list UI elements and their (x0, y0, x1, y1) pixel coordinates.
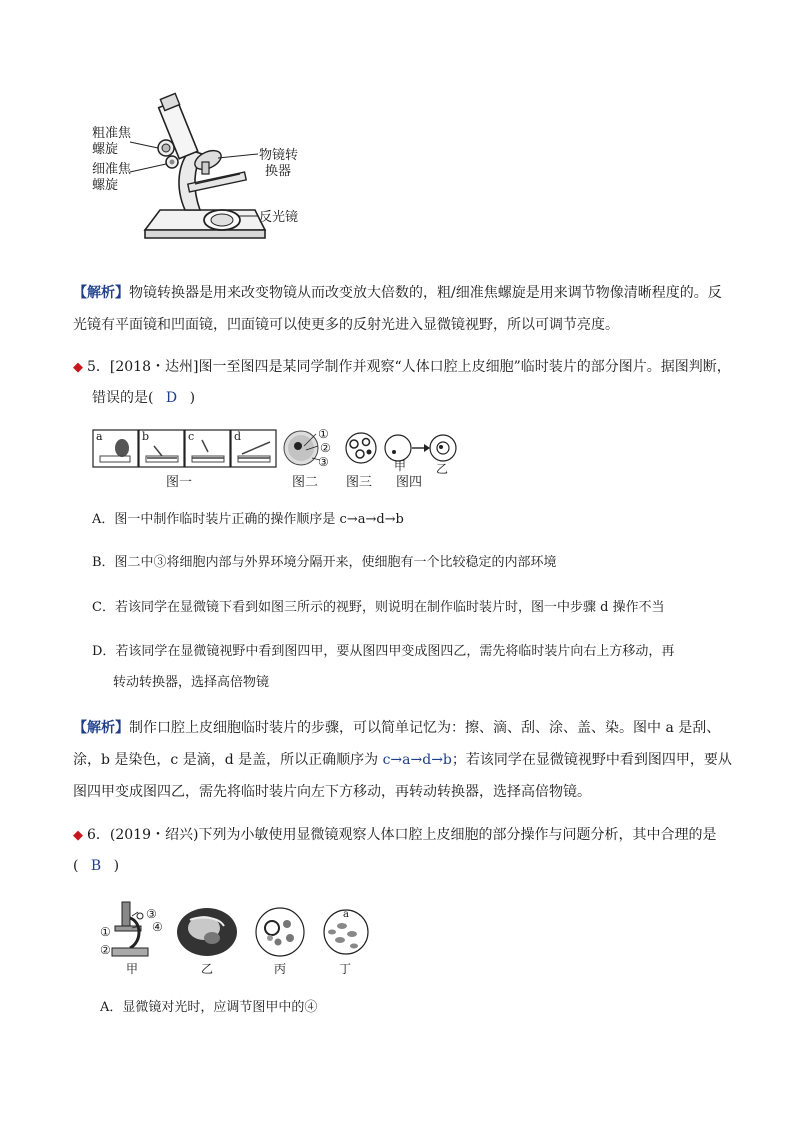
fig1-panel-c: c (188, 430, 195, 443)
coarse-focus-label (92, 126, 131, 158)
question-6-figure-drawing (100, 898, 370, 962)
fig2-marker-3: ③ (318, 455, 329, 469)
question-6-source: 6．(2019・绍兴) (87, 827, 199, 843)
question-6-line2 (73, 855, 119, 877)
question-5-option-a: A．图一中制作临时装片正确的操作顺序是 c→a→d→b (92, 512, 404, 527)
fig-jia-marker-4: ④ (152, 920, 163, 934)
question-5-option-b: B．图二中③将细胞内部与外界环境分隔开来，使细胞有一个比较稳定的内部环境 (92, 555, 557, 570)
analysis-2-line2 (73, 749, 733, 771)
analysis-2-line1 (73, 717, 733, 739)
fig3-caption: 图三 (346, 475, 373, 490)
fine-focus-label-line1: 细准焦 (92, 162, 132, 177)
question-6-text1: 下列为小敏使用显微镜观察人体口腔上皮细胞的部分操作与问题分析，其中合理的是 (198, 827, 717, 843)
fig2-marker-2: ② (320, 441, 331, 455)
question-5-line2 (92, 387, 195, 409)
analysis-2-tag: 【解析】 (73, 720, 129, 736)
mirror-label: 反光镜 (259, 210, 299, 225)
fine-focus-label (92, 162, 131, 194)
fig4-caption: 图四 (396, 475, 423, 490)
question-6-text2-post: ) (113, 858, 120, 874)
analysis-1-text2: 光镜有平面镜和凹面镜，凹面镜可以使更多的反射光进入显微镜视野，所以可调节亮度。 (73, 317, 619, 333)
fig1-panel-d: d (234, 430, 242, 443)
question-5-text1: 图一至图四是某同学制作并观察“人体口腔上皮细胞”临时装片的部分图片。据图判断， (198, 359, 731, 375)
analysis-2-text2a: 涂，b 是染色，c 是滴，d 是盖，所以正确顺序为 (73, 752, 383, 768)
analysis-2-sequence: c→a→d→b (382, 752, 452, 768)
diamond-bullet-icon: ◆ (73, 828, 83, 843)
turret-label-line2: 换器 (265, 164, 292, 179)
question-5-text2-post: ) (189, 390, 196, 406)
analysis-2-text2b: ；若该同学在显微镜视野中看到图四甲，要从 (451, 752, 732, 768)
turret-label-line1: 物镜转 (259, 148, 299, 163)
fig4-label-jia: 甲 (394, 459, 407, 473)
analysis-2-line3 (73, 781, 733, 803)
question-5-option-c: C．若该同学在显微镜下看到如图三所示的视野，则说明在制作临时装片时，图一中步骤 d 操作不当 (92, 600, 665, 615)
question-6-line1 (73, 824, 716, 847)
analysis-1-text1: 物镜转换器是用来改变物镜从而改变放大倍数的，粗/细准焦螺旋是用来调节物像清晰程度的。反 (129, 285, 722, 301)
fig1-caption: 图一 (166, 475, 193, 490)
fig-jia-marker-1: ① (100, 925, 111, 939)
diamond-bullet-icon: ◆ (73, 360, 83, 375)
question-6-answer: B (90, 858, 102, 874)
fig-bing-caption: 丙 (274, 962, 287, 976)
analysis-2-text1: 制作口腔上皮细胞临时装片的步骤，可以简单记忆为：擦、滴、刮、涂、盖、染。图中 a 是刮、 (129, 720, 721, 736)
fig1-panel-b: b (142, 430, 150, 443)
analysis-2-text3: 图四甲变成图四乙，需先将临时装片向左下方移动，再转动转换器，选择高倍物镜。 (73, 784, 591, 800)
analysis-1-line2 (73, 314, 733, 336)
fig2-caption: 图二 (292, 475, 319, 490)
question-5-source: 5．[2018・达州] (87, 359, 199, 375)
analysis-1-line1 (73, 282, 733, 304)
analysis-1-tag: 【解析】 (73, 285, 129, 301)
fig2-marker-1: ① (318, 427, 329, 441)
fig1-panel-a: a (96, 430, 103, 443)
question-5-text2-pre: 错误的是( (92, 390, 154, 406)
question-5-option-d-line1: D．若该同学在显微镜视野中看到图四甲，要从图四甲变成图四乙，需先将临时装片向右上方移动，再 (92, 644, 675, 659)
question-6-text2-pre: ( (73, 858, 79, 874)
coarse-focus-label-line2: 螺旋 (92, 142, 119, 157)
question-5-option-d-line2: 转动转换器，选择高倍物镜 (113, 675, 270, 690)
analysis-2 (73, 717, 733, 803)
fine-focus-label-line2: 螺旋 (92, 178, 119, 193)
question-5-line1 (73, 356, 731, 379)
question-5-answer: D (165, 390, 178, 406)
fig-jia-marker-3: ③ (146, 907, 157, 921)
fig-jia-caption: 甲 (126, 962, 139, 976)
analysis-1 (73, 282, 733, 336)
question-6-figure (100, 898, 370, 962)
fig-ding-cell-label: a (343, 909, 349, 920)
coarse-focus-label-line1: 粗准焦 (92, 126, 132, 141)
question-6-option-a: A．显微镜对光时，应调节图甲中的④ (100, 1000, 318, 1015)
fig-ding-caption: 丁 (339, 962, 352, 976)
turret-label (259, 148, 298, 180)
fig-jia-marker-2: ② (100, 943, 111, 957)
fig-yi-caption: 乙 (201, 962, 214, 976)
fig4-label-yi: 乙 (436, 462, 449, 476)
